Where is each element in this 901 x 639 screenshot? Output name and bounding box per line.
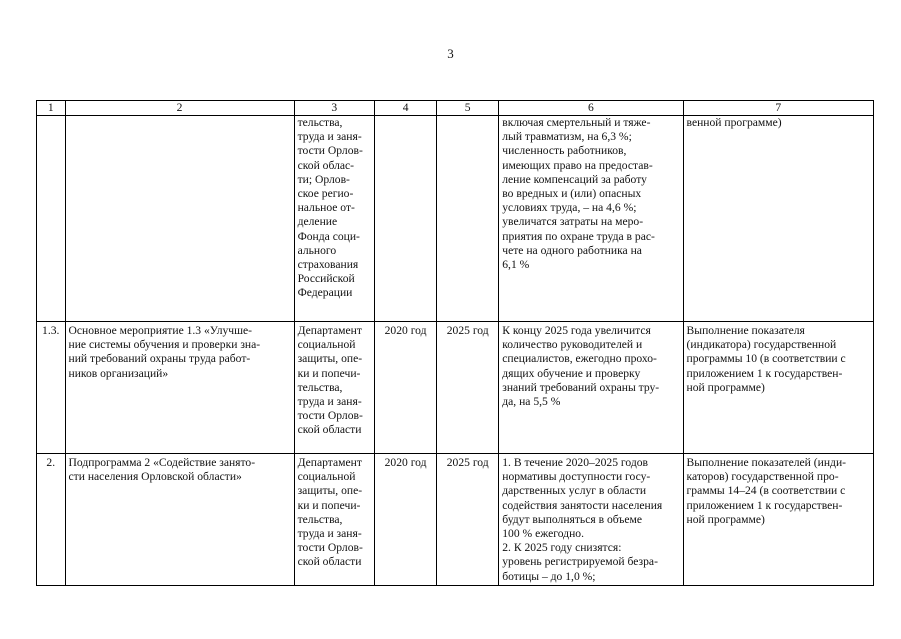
header-col-4: 4 (375, 101, 437, 116)
row-number-cell (37, 116, 66, 322)
header-col-6: 6 (499, 101, 683, 116)
expected-result-cell: включая смертельный и тяже- лый травматизм, на 6,3 %; численность работников, имеющих право на предостав- ление компенсаций за работу во вредных и (или) опасных условиях труда, – на 4,6 %; увеличатся затраты на меро- приятия по охране труда в рас- чете на одного работника на 6,1 % (499, 116, 683, 322)
header-col-3: 3 (294, 101, 374, 116)
start-year-cell (375, 116, 437, 322)
page-number: 3 (447, 46, 454, 61)
expected-result-cell: 1. В течение 2020–2025 годов нормативы доступности госу- дарственных услуг в области содействия занятости населения будут выполняться в объеме 100 % ежегодно. 2. К 2025 году снизятся: уровень регистрируемой безра- ботицы – до 1,0 %; (499, 454, 683, 586)
indicator-link-cell: Выполнение показателя (индикатора) государственной программы 10 (в соответствии с приложением 1 к государствен- ной программе) (683, 322, 873, 454)
end-year-cell: 2025 год (437, 454, 499, 586)
row-number-cell: 2. (37, 454, 66, 586)
table-row (37, 116, 874, 322)
executor-cell: Департамент социальной защиты, опе- ки и попечи- тельства, труда и заня- тости Орлов- ской области (294, 322, 374, 454)
end-year-cell (437, 116, 499, 322)
table-row (37, 322, 874, 454)
measure-name-cell: Подпрограмма 2 «Содействие занято- сти населения Орловской области» (65, 454, 294, 586)
measure-name-cell: Основное мероприятие 1.3 «Улучше- ние системы обучения и проверки зна- ний требований охраны труда работ- ников организаций» (65, 322, 294, 454)
header-col-1: 1 (37, 101, 66, 116)
row-number-cell: 1.3. (37, 322, 66, 454)
measure-name-cell (65, 116, 294, 322)
program-measures-table (36, 100, 874, 586)
table-row (37, 454, 874, 586)
header-col-2: 2 (65, 101, 294, 116)
header-col-7: 7 (683, 101, 873, 116)
end-year-cell: 2025 год (437, 322, 499, 454)
header-row (37, 101, 874, 116)
start-year-cell: 2020 год (375, 454, 437, 586)
executor-cell: тельства, труда и заня- тости Орлов- ской облас- ти; Орлов- ское регио- нальное от- деление Фонда соци- ального страхования Российской Федерации (294, 116, 374, 322)
indicator-link-cell: венной программе) (683, 116, 873, 322)
header-col-5: 5 (437, 101, 499, 116)
indicator-link-cell: Выполнение показателей (инди- каторов) государственной про- граммы 14–24 (в соответствии с приложением 1 к государствен- ной программе) (683, 454, 873, 586)
executor-cell: Департамент социальной защиты, опе- ки и попечи- тельства, труда и заня- тости Орлов- ской области (294, 454, 374, 586)
expected-result-cell: К концу 2025 года увеличится количество руководителей и специалистов, ежегодно прохо- дящих обучение и проверку знаний требований охраны тру- да, на 5,5 % (499, 322, 683, 454)
start-year-cell: 2020 год (375, 322, 437, 454)
